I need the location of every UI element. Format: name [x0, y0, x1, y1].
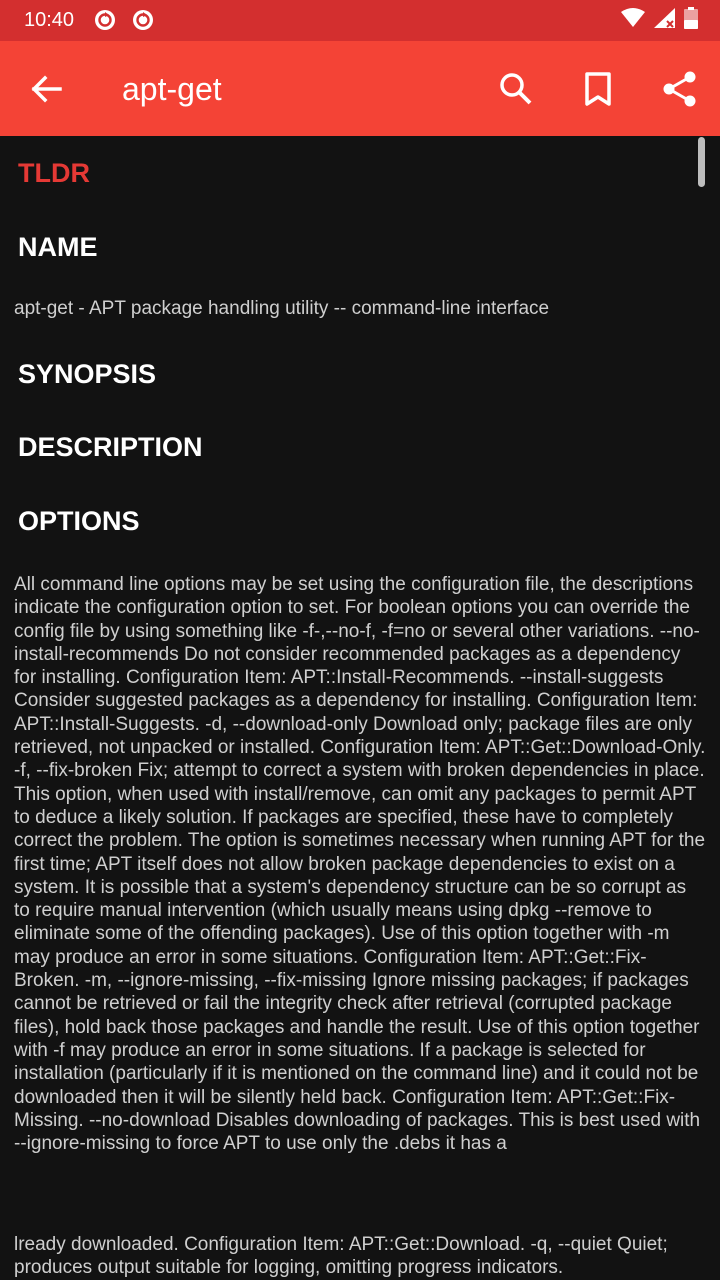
scrollbar[interactable]: [698, 137, 705, 187]
name-text: apt-get - APT package handling utility -- command-line interface: [14, 298, 550, 319]
status-time: 10:40: [24, 9, 75, 31]
signal-icon: [654, 8, 676, 33]
description-heading[interactable]: DESCRIPTION: [18, 432, 203, 462]
tldr-link[interactable]: TLDR: [18, 158, 90, 188]
share-icon[interactable]: [658, 67, 702, 111]
search-icon[interactable]: [494, 67, 538, 111]
bookmark-icon[interactable]: [576, 67, 620, 111]
app-bar: [0, 41, 720, 136]
status-icons: [620, 9, 698, 31]
battery-icon: [684, 7, 698, 34]
sync-icon: [94, 9, 116, 31]
arrow-back-icon[interactable]: [26, 69, 70, 109]
options-text-continued: lready downloaded. Configuration Item: APT::Get::Download. -q, --quiet Quiet; produces output suitable for logging, omitting progress indicators.: [14, 1234, 668, 1279]
options-heading[interactable]: OPTIONS: [18, 506, 140, 536]
name-heading: NAME: [18, 232, 98, 262]
wifi-icon: [620, 8, 646, 33]
page-title: apt-get: [122, 71, 222, 107]
sync-icon: [132, 9, 154, 31]
synopsis-heading[interactable]: SYNOPSIS: [18, 359, 157, 389]
options-text: All command line options may be set using the configuration file, the descriptions indicate the configuration option to set. For boolean options you can override the config file by using something like -f-,--no-f, -f=no or several other variations. --no-install-recommends Do not consider recommended packages as a dependency for installing. Configuration Item: APT::Install-Recommends. --install-suggests Consider suggested packages as a dependency for installing. Configuration Item: APT::Install-Suggests. -d, --download-only Download only; package files are only retrieved, not unpacked or installed. Configuration Item: APT::Get::Download-Only. -f, --fix-broken Fix; attempt to correct a system with broken dependencies in place. This option, when used with install/remove, can omit any packages to permit APT to deduce a likely solution. If packages are specified, these have to completely correct the problem. The option is sometimes necessary when running APT for the first time; APT itself does not allow broken package dependencies to exist on a system. It is possible that a system's dependency structure can be so corrupt as to require manual intervention (which usually means using dpkg --remove to eliminate some of the offending packages). Use of this option together with -m may produce an error in some situations. Configuration Item: APT::Get::Fix-Broken. -m, --ignore-missing, --fix-missing Ignore missing packages; if packages cannot be retrieved or fail the integrity check after retrieval (corrupted package files), hold back those packages and handle the result. Use of this option together with -f may produce an error in some situations. If a package is selected for installation (particularly if it is mentioned on the command line) and it could not be downloaded then it will be silently held back. Configuration Item: APT::Get::Fix-Missing. --no-download Disables downloading of packages. This is best used with --ignore-missing to force APT to use only the .debs it has a: [14, 574, 706, 1155]
status-bar: [0, 0, 720, 41]
man-page-content[interactable]: [0, 136, 720, 1280]
